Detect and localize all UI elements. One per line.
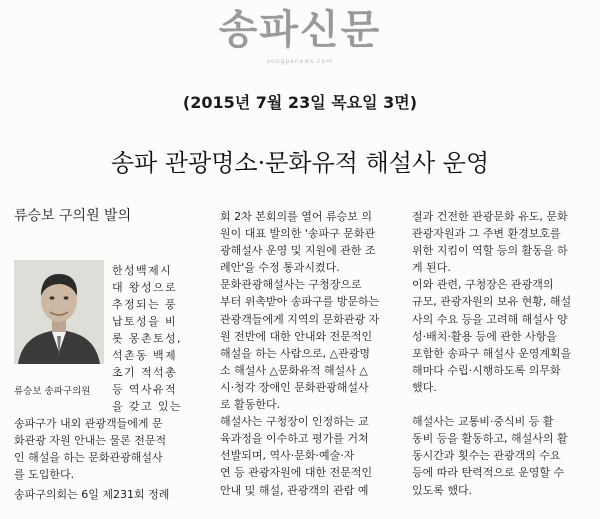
col2-line: 해설사는 구청장이 인정하는 교 xyxy=(220,415,369,429)
col3-line: 동시간과 횟수는 관광객의 수요 xyxy=(412,449,561,463)
portrait-image xyxy=(14,260,104,364)
col2-line: 선발되며, 역사·문화·예술·자 xyxy=(220,449,355,463)
col1-body-line: 송파구의회는 6일 제231회 정례 xyxy=(14,488,170,501)
col2-line: 회 2차 본회의를 열어 류승보 의 xyxy=(220,210,372,223)
col1-wrap-line: 초기 적석총 xyxy=(112,366,178,379)
col1-body-line: 송파구가 내외 관광객들에게 문 xyxy=(14,417,163,430)
col1-wrap-line: 롯 몽촌토성, xyxy=(112,332,182,345)
col2-line: 소 해설사 △문화유적 해설사 △ xyxy=(220,363,368,377)
col2-line: 원이 대표 발의한 '송파구 문화관 xyxy=(220,227,376,241)
col2-line: 로 활동한다. xyxy=(220,398,281,412)
col2-line: 례안'을 수정 통과시켰다. xyxy=(220,261,340,275)
col3-line: 있도록 했다. xyxy=(412,483,473,497)
article-headline: 송파 관광명소·문화유적 해설사 운영 xyxy=(110,149,490,177)
col1-wrap-line: 추정되는 풍 xyxy=(112,298,178,311)
col2-line: 관광객들에게 지역의 문화관광 자 xyxy=(220,312,380,326)
masthead-url: songpanews.com xyxy=(266,58,334,65)
article-subhead: 류승보 구의원 발의 xyxy=(14,208,132,224)
col3-line: 등에 따라 탄력적으로 운영할 수 xyxy=(412,466,565,480)
photo-caption: 류승보 송파구의원 xyxy=(14,386,91,397)
col2-line: 해설을 하는 사람으로, △관광명 xyxy=(220,346,370,360)
col2-line: 연 등 관광자원에 대한 전문적인 xyxy=(220,466,373,480)
col2-line: 광해설사 운영 및 지원에 관한 조 xyxy=(220,244,376,258)
col1-body-line: 화관광 자원 안내는 물론 전문적 xyxy=(14,434,167,447)
col1-wrap-line: 납토성을 비 xyxy=(112,315,178,328)
col2-line: 안내 및 해설, 관광객의 관람 예 xyxy=(220,483,369,497)
councilor-photo xyxy=(14,260,104,364)
col1-wrap-line: 을 갖고 있는 xyxy=(112,400,182,413)
col2-line: 부터 위촉받아 송파구를 방문하는 xyxy=(220,295,380,309)
col1-body-line: 를 도입한다. xyxy=(14,468,75,481)
col3-line: 해마다 수립·시행하도록 의무화 xyxy=(412,363,561,377)
col3-line: 사의 수요 등을 고려해 해설사 양 xyxy=(412,312,568,326)
col1-wrap-line: 한성백제시 xyxy=(112,264,173,277)
col3-line: 규모, 관광자원의 보유 현황, 해설 xyxy=(412,295,572,309)
col1-wrap-line: 등 역사유적 xyxy=(112,383,178,396)
article-column-3 xyxy=(412,208,592,499)
col1-wrap-line: 대 왕성으로 xyxy=(112,281,178,294)
newspaper-masthead: 송파신문 xyxy=(218,7,382,53)
col3-line: 위한 지킴이 역할 등의 활동을 하 xyxy=(412,244,568,258)
col3-line xyxy=(412,396,592,413)
col1-body-line: 인 해설을 하는 문화관광해설사 xyxy=(14,451,163,464)
col3-line: 이와 관련, 구청장은 관광객의 xyxy=(412,278,554,292)
col3-line: 동비 등을 활동하고, 해설사의 활 xyxy=(412,432,568,446)
dateline: (2015년 7월 23일 목요일 3면) xyxy=(182,93,418,112)
col3-line: 절과 건전한 관광문화 유도, 문화 xyxy=(412,210,568,223)
col2-line: 원 전반에 대한 안내와 전문적인 xyxy=(220,329,373,343)
col2-line: 문화관광해설사는 구청장으로 xyxy=(220,278,362,292)
col1-wrap-line: 석촌동 백제 xyxy=(112,349,178,362)
col3-line: 해설사는 교통비·중식비 등 활 xyxy=(412,415,554,429)
col3-line: 했다. xyxy=(412,380,437,394)
col2-line: 육과정을 이수하고 평가를 거쳐 xyxy=(220,432,369,446)
col3-line: 게 된다. xyxy=(412,261,451,275)
article-column-2 xyxy=(220,208,410,499)
col3-line: 성·배치·활용 등에 관한 사항을 xyxy=(412,329,557,343)
col3-line: 포함한 송파구 해설사 운영계획을 xyxy=(412,346,572,360)
col2-line: 시·청각 장애인 문화관광해설사 xyxy=(220,380,369,394)
col3-line: 관광자원과 그 주변 환경보호를 xyxy=(412,227,561,241)
